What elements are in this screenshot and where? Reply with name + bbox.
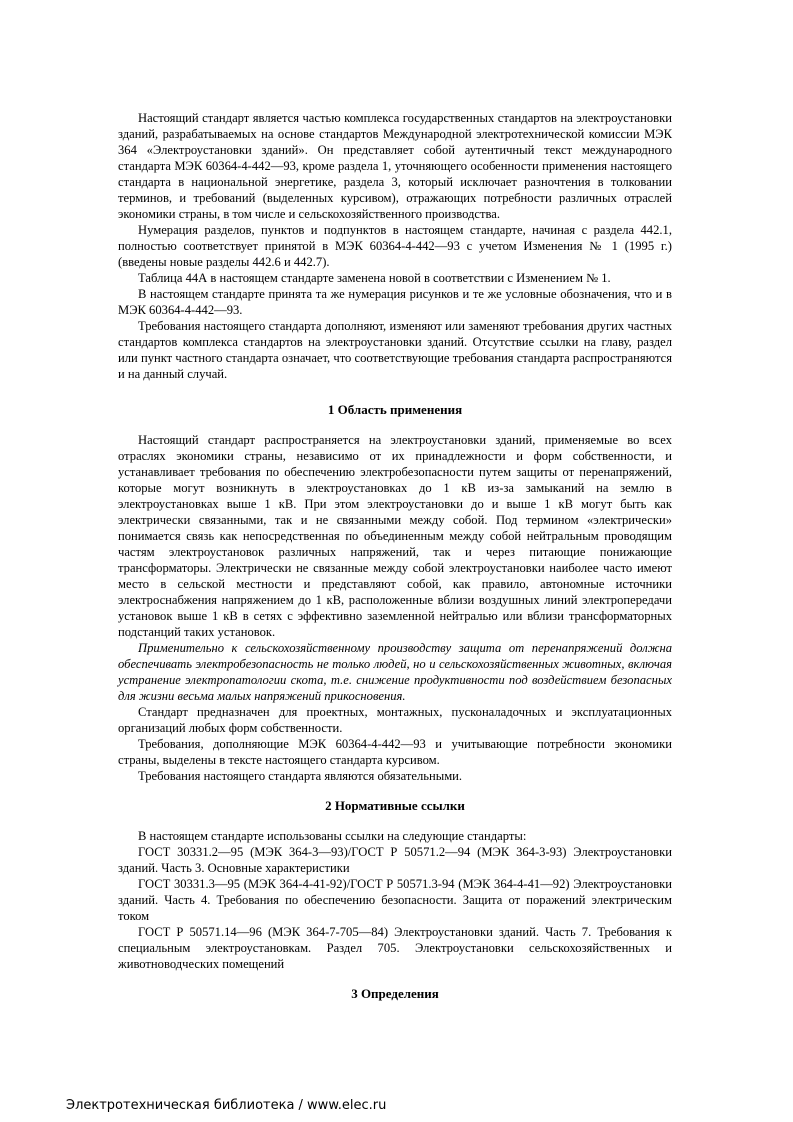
section-1-paragraph-3: Требования, дополняющие МЭК 60364-4-442—93 и учитывающие потребности экономики страны, выделены в тексте настоящего стандарта курсивом. [118,737,672,767]
intro-paragraph-3: Таблица 44А в настоящем стандарте заменена новой в соответствии с Изменением № 1. [138,271,611,285]
section-3-heading: 3 Определения [351,986,439,1001]
intro-paragraph-5: Требования настоящего стандарта дополняют, изменяют или заменяют требования других частных стандартов комплекса стандартов на электроустановки зданий. Отсутствие ссылки на главу, раздел или пункт частного стандарта означает, что соответствующие требования стандарта распространяются и на данный случай. [118,319,672,381]
section-1-paragraph-4: Требования настоящего стандарта являются обязательными. [138,769,463,783]
intro-paragraph-4: В настоящем стандарте принята та же нумерация рисунков и те же условные обозначения, что и в МЭК 60364-4-442—93. [118,287,672,317]
intro-paragraph-2: Нумерация разделов, пунктов и подпунктов в настоящем стандарте, начиная с раздела 442.1, полностью соответствует принятой в МЭК 60364-4-442—93 с учетом Изменения № 1 (1995 г.) (введены новые разделы 442.6 и 442.7). [118,223,672,269]
document-page [118,110,672,1002]
section-1-italic-paragraph: Применительно к сельскохозяйственному производству защита от перенапряжений должна обеспечивать электробезопасность не только людей, но и сельскохозяйственных животных, включая устранение электропатологии скота, т.е. снижение продуктивности под воздействием безопасных для жизни весьма малых напряжений прикосновения. [118,641,672,703]
intro-paragraph-1: Настоящий стандарт является частью комплекса государственных стандартов на электроустановки зданий, разрабатываемых на основе стандартов Международной электротехнической комиссии МЭК 364 «Электроустановки зданий». Он представляет собой аутентичный текст международного стандарта МЭК 60364-4-442—93, кроме раздела 1, уточняющего особенности применения настоящего стандарта в национальной энергетике, раздела 3, который исключает разночтения в толковании терминов, и требований (выделенных курсивом), отражающих потребности различных отраслей экономики страны, в том числе и сельскохозяйственного производства. [118,111,672,221]
section-2-heading: 2 Нормативные ссылки [325,798,465,813]
section-2-paragraph-1: В настоящем стандарте использованы ссылки на следующие стандарты: [138,829,527,843]
section-2-reference-2: ГОСТ 30331.3—95 (МЭК 364-4-41-92)/ГОСТ Р 50571.3-94 (МЭК 364-4-41—92) Электроустановки зданий. Часть 4. Требования по обеспечению безопасности. Защита от поражений электрическим током [118,877,672,923]
footer-library-link[interactable]: Электротехническая библиотека / www.elec.ru [66,1098,387,1113]
section-1-paragraph-2: Стандарт предназначен для проектных, монтажных, пусконаладочных и эксплуатационных организаций любых форм собственности. [118,705,672,735]
section-1-heading: 1 Область применения [327,402,463,417]
section-1-paragraph-1: Настоящий стандарт распространяется на электроустановки зданий, применяемые во всех отраслях экономики страны, независимо от их принадлежности и форм собственности, и устанавливает требования по обеспечению электробезопасности путем защиты от перенапряжений, которые могут возникнуть в электроустановках до 1 кВ из-за замыканий на землю в электроустановках выше 1 кВ. При этом электроустановки до и выше 1 кВ могут быть как электрически связанными, так и не связанными между собой. Под термином «электрически» понимается связь как непосредственная по объединенным между собой нейтральным проводящим частям электроустановок различных напряжений, так и через питающие понижающие трансформаторы. Электрически не связанные между собой электроустановки наиболее часто имеют место в сельской местности и представляют собой, как правило, автономные источники электроснабжения напряжением до 1 кВ, расположенные вблизи воздушных линий электропередачи установок выше 1 кВ в сетях с эффективно заземленной нейтралью или вблизи трансформаторных подстанций таких установок. [118,433,672,639]
section-2-reference-1: ГОСТ 30331.2—95 (МЭК 364-3—93)/ГОСТ Р 50571.2—94 (МЭК 364-3-93) Электроустановки зданий. Часть 3. Основные характеристики [118,845,672,875]
section-2-reference-3: ГОСТ Р 50571.14—96 (МЭК 364-7-705—84) Электроустановки зданий. Часть 7. Требования к специальным электроустановкам. Раздел 705. Электроустановки сельскохозяйственных и животноводческих помещений [118,925,672,971]
